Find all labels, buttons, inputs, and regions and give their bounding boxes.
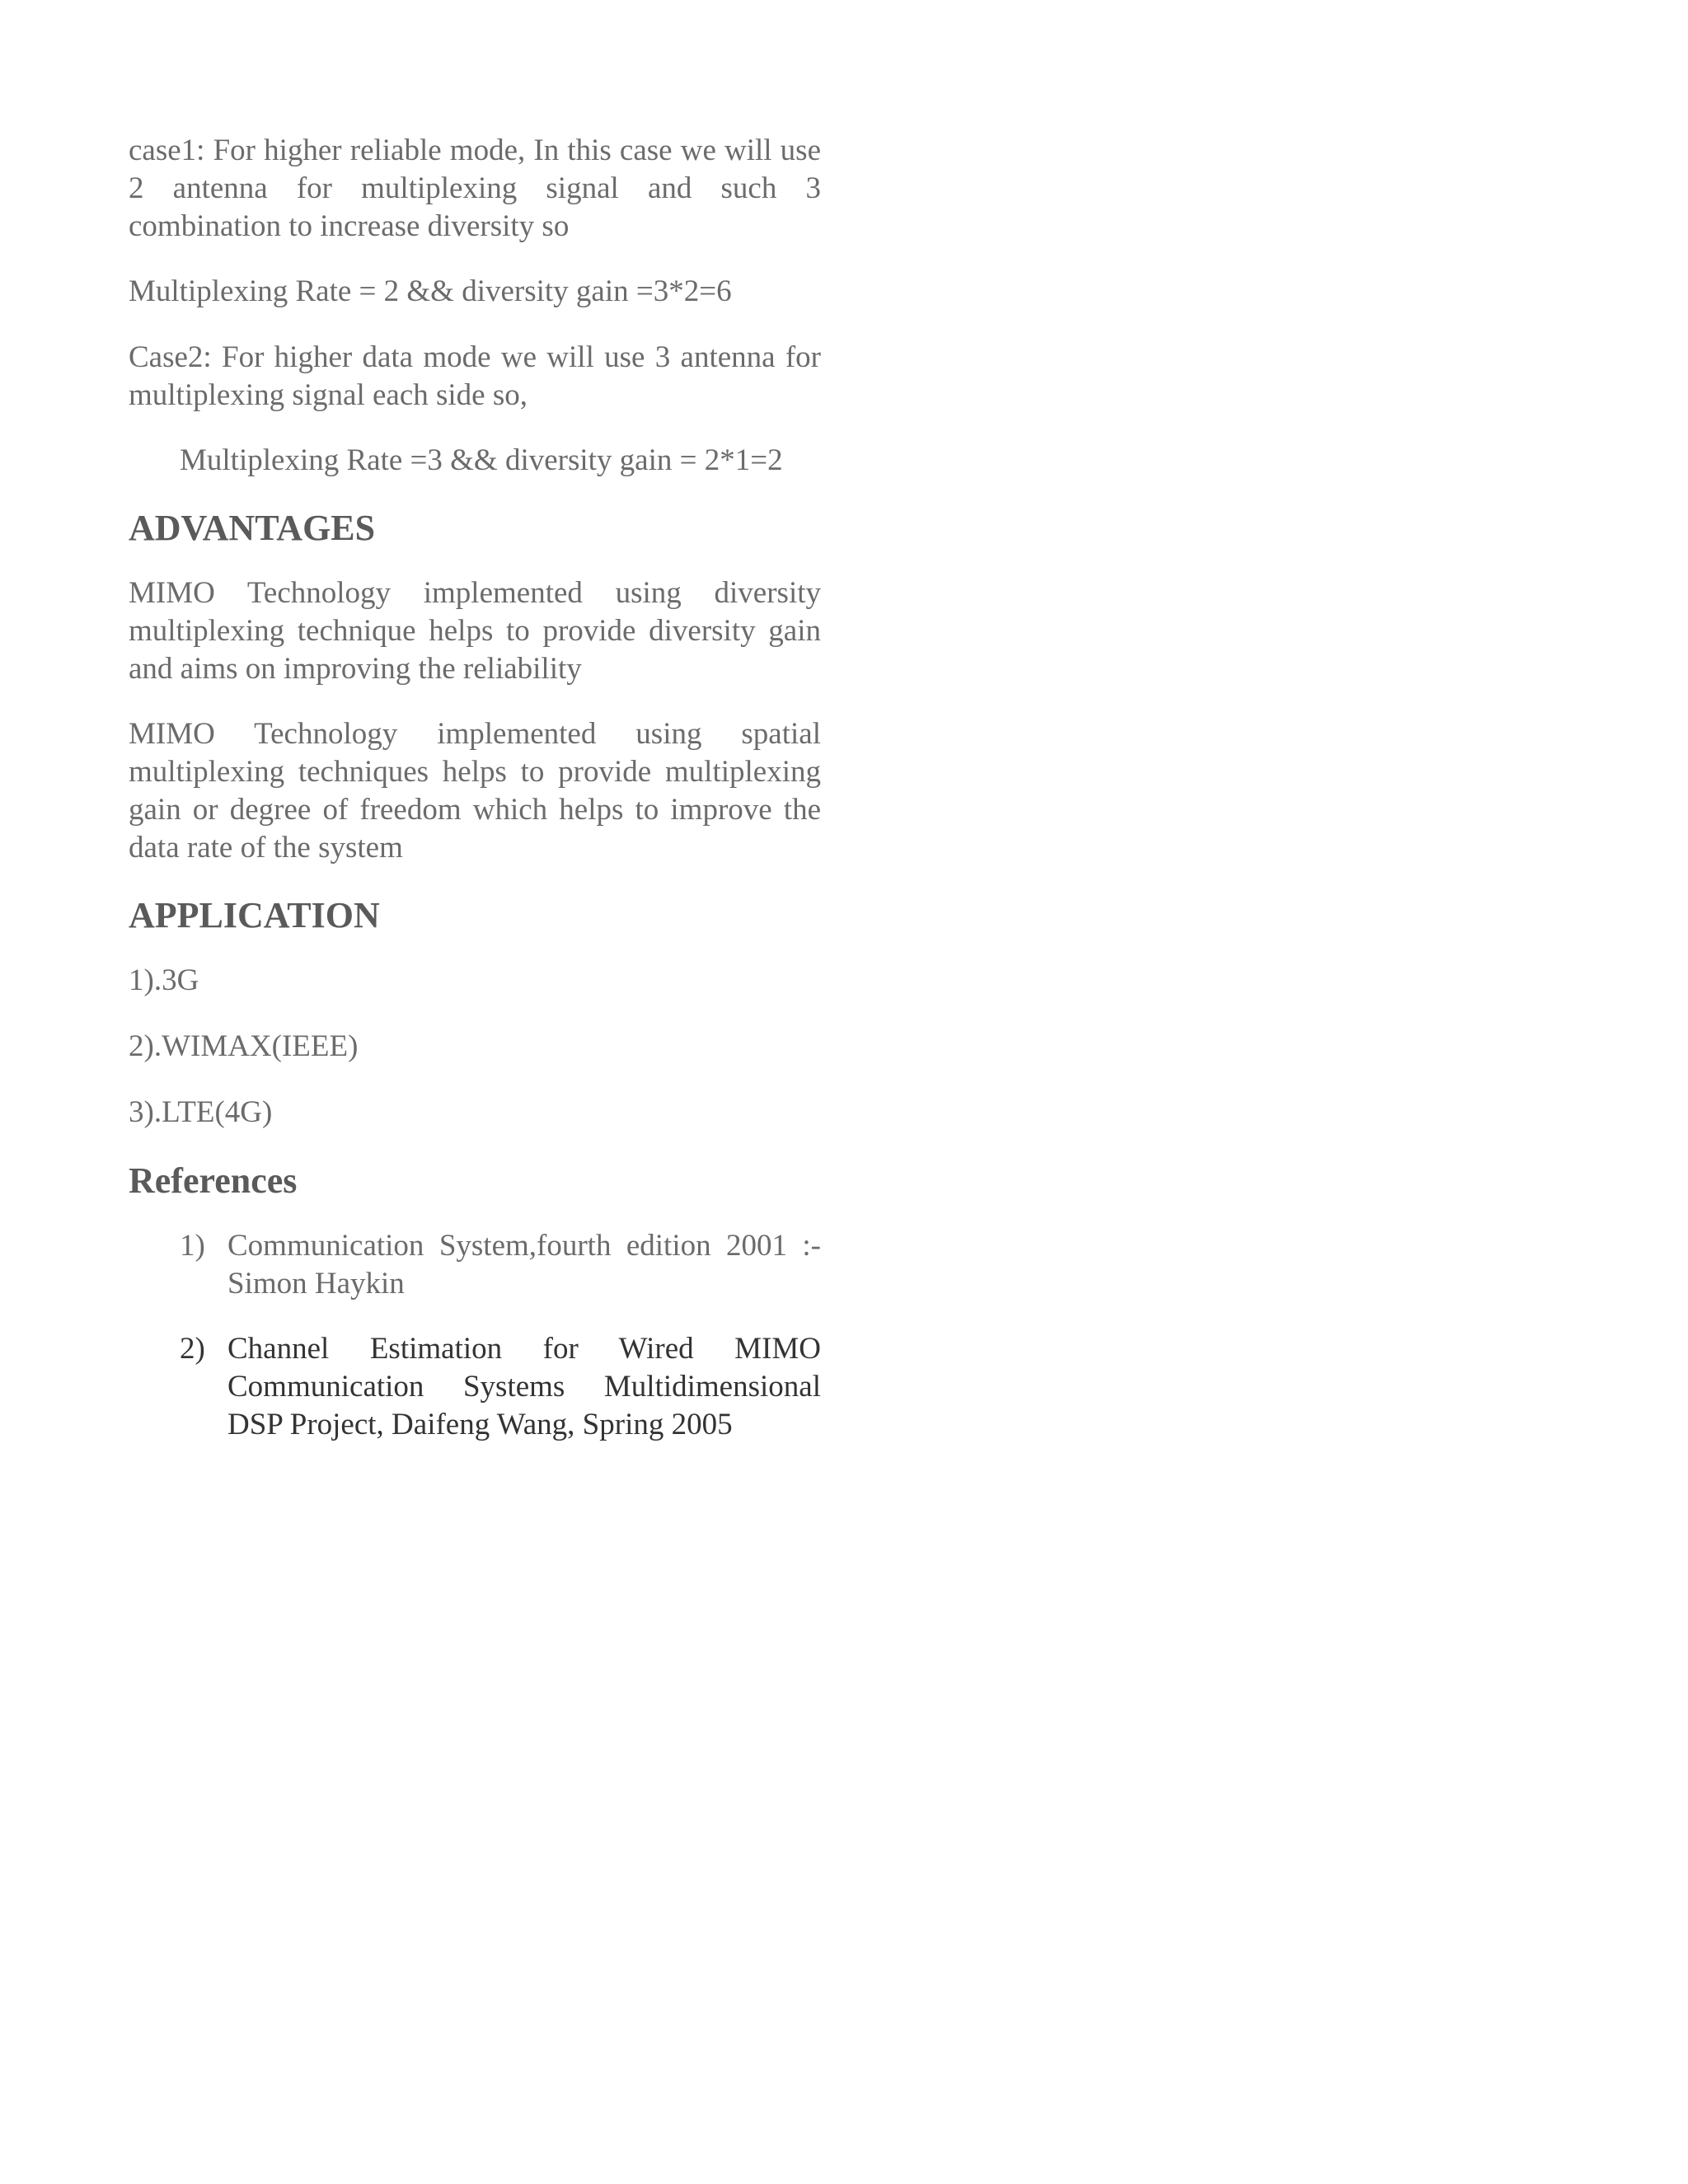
- advantages-paragraph-2: MIMO Technology implemented using spatial multiplexing techniques helps to provide multiplexing gain or degree of freedom which helps to improve the data rate of the system: [129, 717, 821, 865]
- application-item-3g: 1).3G: [129, 963, 199, 997]
- references-heading: References: [129, 1160, 298, 1201]
- reference-number: 1): [180, 1229, 205, 1263]
- advantages-heading: ADVANTAGES: [129, 508, 376, 548]
- application-heading: APPLICATION: [129, 895, 380, 935]
- case2-paragraph: Case2: For higher data mode we will use 3 antenna for multiplexing signal each side so,: [129, 340, 821, 412]
- case1-paragraph: case1: For higher reliable mode, In this case we will use 2 antenna for multiplexing signal and such 3 combination to increase diversity so: [129, 134, 821, 243]
- reference-item-1: [180, 1227, 821, 1303]
- case1-rate-line: Multiplexing Rate = 2 && diversity gain =3*2=6: [129, 274, 732, 308]
- application-item-lte: 3).LTE(4G): [129, 1095, 273, 1129]
- document-page: [129, 132, 821, 1471]
- reference-text: Channel Estimation for Wired MIMO Communication Systems Multidimensional DSP Project, Daifeng Wang, Spring 2005: [227, 1332, 821, 1441]
- reference-number: 2): [180, 1332, 205, 1366]
- case2-rate-line: Multiplexing Rate =3 && diversity gain = 2*1=2: [180, 443, 783, 477]
- advantages-paragraph-1: MIMO Technology implemented using diversity multiplexing technique helps to provide diversity gain and aims on improving the reliability: [129, 576, 821, 686]
- references-list: [129, 1227, 821, 1444]
- reference-text: Communication System,fourth edition 2001 :-Simon Haykin: [227, 1229, 821, 1301]
- application-item-wimax: 2).WIMAX(IEEE): [129, 1029, 359, 1063]
- reference-item-2: [180, 1330, 821, 1444]
